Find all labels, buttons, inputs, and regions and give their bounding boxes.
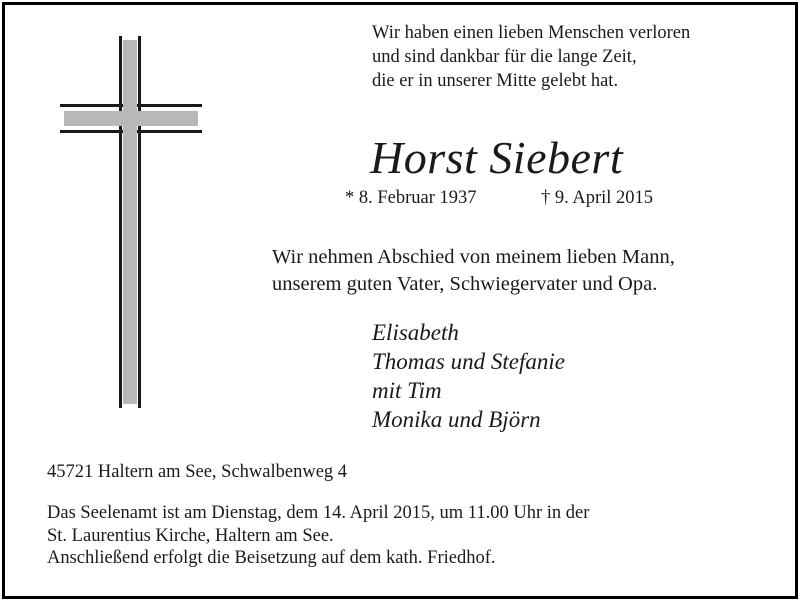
quote-line: Wir haben einen lieben Menschen verloren <box>372 23 691 43</box>
service-line: Das Seelenamt ist am Dienstag, dem 14. April 2015, um 11.00 Uhr in der <box>47 503 590 523</box>
mourner-line: Thomas und Stefanie <box>372 349 565 374</box>
mourners-list <box>372 318 565 434</box>
deceased-name: Horst Siebert <box>370 132 624 183</box>
opening-quote <box>372 21 690 93</box>
latin-cross-icon <box>60 36 202 408</box>
farewell-line: unserem guten Vater, Schwiegervater und Opa. <box>272 273 658 295</box>
mourner-line: Elisabeth <box>372 320 459 345</box>
quote-line: die er in unserer Mitte gelebt hat. <box>372 71 619 91</box>
mourner-line: mit Tim <box>372 378 442 403</box>
death-date: † 9. April 2015 <box>541 188 654 208</box>
funeral-service-info <box>47 502 589 570</box>
service-line: St. Laurentius Kirche, Haltern am See. <box>47 525 334 546</box>
farewell-line: Wir nehmen Abschied von meinem lieben Mann, <box>272 246 675 268</box>
farewell-text <box>272 244 675 298</box>
service-line: Anschließend erfolgt die Beisetzung auf dem kath. Friedhof. <box>47 548 496 568</box>
quote-line: und sind dankbar für die lange Zeit, <box>372 47 637 67</box>
family-address: 45721 Haltern am See, Schwalbenweg 4 <box>47 462 348 482</box>
birth-date: * 8. Februar 1937 <box>345 188 477 208</box>
mourner-line: Monika und Björn <box>372 407 541 432</box>
